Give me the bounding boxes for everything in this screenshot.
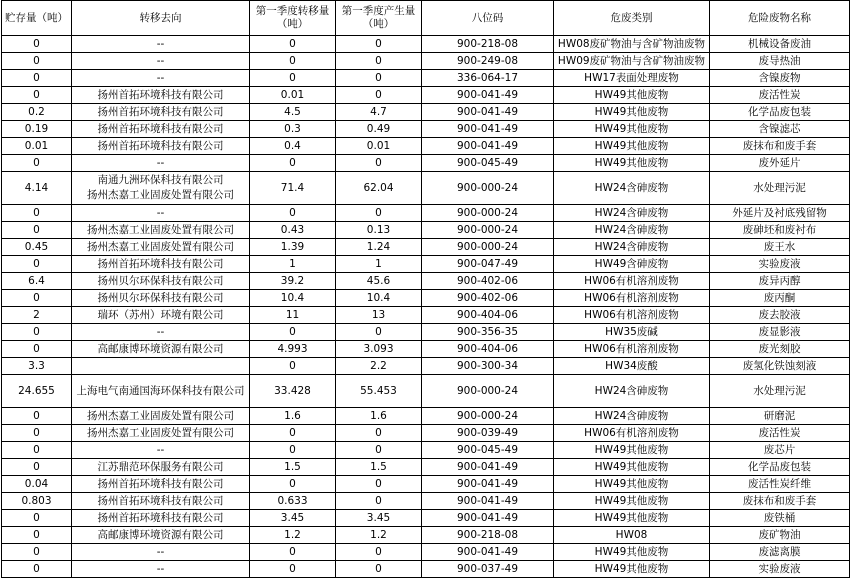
- cell-storage: 0: [2, 408, 72, 425]
- cell-code: 900-000-24: [422, 408, 554, 425]
- cell-storage: 0.04: [2, 476, 72, 493]
- table-row: [2, 121, 850, 138]
- cell-code: 900-404-06: [422, 341, 554, 358]
- cell-name: 废活性炭纤维: [710, 476, 850, 493]
- cell-code: 900-404-06: [422, 307, 554, 324]
- cell-code: 900-041-49: [422, 104, 554, 121]
- cell-destination: --: [72, 36, 250, 53]
- cell-name: 实验废液: [710, 256, 850, 273]
- table-row: [2, 510, 850, 527]
- cell-storage: 0: [2, 205, 72, 222]
- table-row: [2, 459, 850, 476]
- table-row: [2, 104, 850, 121]
- cell-transfer: 10.4: [250, 290, 336, 307]
- cell-storage: 0: [2, 561, 72, 578]
- cell-code: 900-041-49: [422, 493, 554, 510]
- cell-destination: 扬州首拓环境科技有限公司: [72, 493, 250, 510]
- cell-generated: 0: [336, 70, 422, 87]
- table-row: [2, 358, 850, 375]
- cell-storage: 0: [2, 544, 72, 561]
- table-row: [2, 273, 850, 290]
- cell-destination: 扬州贝尔环保科技有限公司: [72, 273, 250, 290]
- cell-storage: 0: [2, 53, 72, 70]
- cell-storage: 0: [2, 324, 72, 341]
- cell-destination: --: [72, 561, 250, 578]
- cell-code: 336-064-17: [422, 70, 554, 87]
- cell-destination: 南通九洲环保科技有限公司 扬州杰嘉工业固废处置有限公司: [72, 172, 250, 205]
- cell-transfer: 0: [250, 155, 336, 172]
- cell-category: HW49其他废物: [554, 493, 710, 510]
- cell-name: 废王水: [710, 239, 850, 256]
- cell-code: 900-041-49: [422, 544, 554, 561]
- cell-name: 化学品废包装: [710, 104, 850, 121]
- cell-transfer: 11: [250, 307, 336, 324]
- cell-generated: 0: [336, 205, 422, 222]
- cell-generated: 1: [336, 256, 422, 273]
- cell-category: HW49其他废物: [554, 138, 710, 155]
- table-row: [2, 307, 850, 324]
- cell-category: HW49其他废物: [554, 476, 710, 493]
- cell-storage: 0: [2, 87, 72, 104]
- cell-destination: 扬州杰嘉工业固废处置有限公司: [72, 408, 250, 425]
- cell-code: 900-000-24: [422, 205, 554, 222]
- cell-category: HW08: [554, 527, 710, 544]
- table-row: [2, 290, 850, 307]
- cell-destination: 扬州首拓环境科技有限公司: [72, 104, 250, 121]
- header-storage: 贮存量（吨）: [2, 1, 72, 36]
- cell-transfer: 0: [250, 425, 336, 442]
- cell-category: HW49其他废物: [554, 544, 710, 561]
- cell-storage: 0.45: [2, 239, 72, 256]
- cell-name: 水处理污泥: [710, 172, 850, 205]
- cell-transfer: 0.4: [250, 138, 336, 155]
- header-code: 八位码: [422, 1, 554, 36]
- cell-category: HW49其他废物: [554, 87, 710, 104]
- cell-generated: 45.6: [336, 273, 422, 290]
- cell-transfer: 0.01: [250, 87, 336, 104]
- header-generated: 第一季度产生量（吨）: [336, 1, 422, 36]
- cell-generated: 1.6: [336, 408, 422, 425]
- cell-name: 废丙酮: [710, 290, 850, 307]
- header-destination: 转移去向: [72, 1, 250, 36]
- table-row: [2, 408, 850, 425]
- cell-destination: 扬州首拓环境科技有限公司: [72, 138, 250, 155]
- table-row: [2, 324, 850, 341]
- cell-destination: --: [72, 205, 250, 222]
- cell-code: 900-300-34: [422, 358, 554, 375]
- cell-category: HW24含砷废物: [554, 408, 710, 425]
- cell-generated: 3.093: [336, 341, 422, 358]
- cell-name: 废去胶液: [710, 307, 850, 324]
- cell-generated: 1.24: [336, 239, 422, 256]
- table-row: [2, 222, 850, 239]
- cell-generated: 0.01: [336, 138, 422, 155]
- cell-code: 900-047-49: [422, 256, 554, 273]
- cell-destination: --: [72, 442, 250, 459]
- cell-category: HW24含砷废物: [554, 205, 710, 222]
- cell-storage: 0: [2, 442, 72, 459]
- cell-destination: 高邮康博环境资源有限公司: [72, 527, 250, 544]
- cell-generated: 13: [336, 307, 422, 324]
- cell-destination: --: [72, 53, 250, 70]
- cell-destination: 扬州首拓环境科技有限公司: [72, 87, 250, 104]
- cell-storage: 0: [2, 222, 72, 239]
- cell-name: 废滤离膜: [710, 544, 850, 561]
- table-row: [2, 70, 850, 87]
- cell-storage: 0: [2, 425, 72, 442]
- cell-code: 900-249-08: [422, 53, 554, 70]
- cell-destination: --: [72, 70, 250, 87]
- cell-category: HW24含砷废物: [554, 172, 710, 205]
- cell-name: 水处理污泥: [710, 375, 850, 408]
- cell-storage: 3.3: [2, 358, 72, 375]
- cell-storage: 0: [2, 527, 72, 544]
- cell-storage: 0: [2, 70, 72, 87]
- cell-name: 废外延片: [710, 155, 850, 172]
- cell-destination: 扬州杰嘉工业固废处置有限公司: [72, 239, 250, 256]
- cell-code: 900-045-49: [422, 155, 554, 172]
- cell-category: HW24含砷废物: [554, 222, 710, 239]
- cell-category: HW06有机溶剂废物: [554, 341, 710, 358]
- cell-destination: 上海电气南通国海环保科技有限公司: [72, 375, 250, 408]
- cell-transfer: 0: [250, 70, 336, 87]
- cell-name: 废抹布和废手套: [710, 138, 850, 155]
- cell-category: HW06有机溶剂废物: [554, 273, 710, 290]
- cell-code: 900-218-08: [422, 36, 554, 53]
- cell-destination: 扬州杰嘉工业固废处置有限公司: [72, 222, 250, 239]
- cell-transfer: 0: [250, 324, 336, 341]
- cell-category: HW49其他废物: [554, 510, 710, 527]
- cell-transfer: 0: [250, 544, 336, 561]
- cell-generated: 0.49: [336, 121, 422, 138]
- cell-code: 900-037-49: [422, 561, 554, 578]
- cell-destination: 扬州首拓环境科技有限公司: [72, 256, 250, 273]
- cell-storage: 6.4: [2, 273, 72, 290]
- cell-destination: 江苏鼎范环保服务有限公司: [72, 459, 250, 476]
- cell-generated: 10.4: [336, 290, 422, 307]
- cell-name: 废显影液: [710, 324, 850, 341]
- cell-storage: 24.655: [2, 375, 72, 408]
- cell-destination: 扬州首拓环境科技有限公司: [72, 121, 250, 138]
- table-row: [2, 172, 850, 205]
- cell-category: HW49其他废物: [554, 155, 710, 172]
- header-transfer: 第一季度转移量（吨）: [250, 1, 336, 36]
- cell-name: 废芯片: [710, 442, 850, 459]
- cell-code: 900-045-49: [422, 442, 554, 459]
- cell-storage: 0: [2, 36, 72, 53]
- cell-transfer: 1.39: [250, 239, 336, 256]
- cell-category: HW08废矿物油与含矿物油废物: [554, 36, 710, 53]
- cell-generated: 0.13: [336, 222, 422, 239]
- cell-transfer: 0: [250, 442, 336, 459]
- cell-transfer: 0: [250, 53, 336, 70]
- table-row: [2, 256, 850, 273]
- cell-code: 900-039-49: [422, 425, 554, 442]
- cell-category: HW35废碱: [554, 324, 710, 341]
- table-row: [2, 375, 850, 408]
- cell-transfer: 4.993: [250, 341, 336, 358]
- table-row: [2, 425, 850, 442]
- table-row: [2, 87, 850, 104]
- table-row: [2, 561, 850, 578]
- cell-category: HW06有机溶剂废物: [554, 307, 710, 324]
- cell-name: 废抹布和废手套: [710, 493, 850, 510]
- cell-generated: 55.453: [336, 375, 422, 408]
- cell-generated: 3.45: [336, 510, 422, 527]
- cell-code: 900-041-49: [422, 87, 554, 104]
- cell-generated: 0: [336, 442, 422, 459]
- cell-generated: 4.7: [336, 104, 422, 121]
- cell-generated: 0: [336, 36, 422, 53]
- cell-storage: 0: [2, 459, 72, 476]
- cell-storage: 4.14: [2, 172, 72, 205]
- cell-transfer: 33.428: [250, 375, 336, 408]
- cell-storage: 0: [2, 510, 72, 527]
- cell-storage: 0: [2, 341, 72, 358]
- cell-storage: 2: [2, 307, 72, 324]
- table-row: [2, 341, 850, 358]
- cell-category: HW49含砷废物: [554, 256, 710, 273]
- cell-transfer: 1.5: [250, 459, 336, 476]
- cell-transfer: 0: [250, 36, 336, 53]
- cell-category: HW49其他废物: [554, 459, 710, 476]
- cell-name: 废铁桶: [710, 510, 850, 527]
- cell-destination: --: [72, 544, 250, 561]
- cell-storage: 0: [2, 290, 72, 307]
- cell-name: 实验废液: [710, 561, 850, 578]
- cell-name: 外延片及衬底残留物: [710, 205, 850, 222]
- cell-destination: --: [72, 155, 250, 172]
- table-row: [2, 205, 850, 222]
- cell-name: 废活性炭: [710, 87, 850, 104]
- cell-transfer: 3.45: [250, 510, 336, 527]
- cell-generated: 0: [336, 544, 422, 561]
- cell-name: 废氢化铁蚀刻液: [710, 358, 850, 375]
- cell-transfer: 0.633: [250, 493, 336, 510]
- cell-name: 废光刻胶: [710, 341, 850, 358]
- cell-code: 900-218-08: [422, 527, 554, 544]
- cell-generated: 0: [336, 476, 422, 493]
- cell-generated: 0: [336, 155, 422, 172]
- table-header-row: [2, 1, 850, 36]
- cell-code: 900-000-24: [422, 375, 554, 408]
- cell-storage: 0: [2, 155, 72, 172]
- table-body: [2, 36, 850, 578]
- cell-storage: 0.2: [2, 104, 72, 121]
- cell-destination: 高邮康博环境资源有限公司: [72, 341, 250, 358]
- table-row: [2, 544, 850, 561]
- cell-storage: 0.01: [2, 138, 72, 155]
- cell-category: HW49其他废物: [554, 442, 710, 459]
- cell-destination: 扬州首拓环境科技有限公司: [72, 476, 250, 493]
- cell-transfer: 0: [250, 476, 336, 493]
- cell-transfer: 1.6: [250, 408, 336, 425]
- cell-storage: 0: [2, 256, 72, 273]
- cell-destination: [72, 358, 250, 375]
- cell-destination: 扬州贝尔环保科技有限公司: [72, 290, 250, 307]
- cell-generated: 0: [336, 324, 422, 341]
- table-row: [2, 476, 850, 493]
- table-row: [2, 155, 850, 172]
- cell-destination: 瑞环（苏州）环境有限公司: [72, 307, 250, 324]
- cell-name: 化学品废包装: [710, 459, 850, 476]
- cell-code: 900-000-24: [422, 239, 554, 256]
- cell-code: 900-041-49: [422, 476, 554, 493]
- cell-category: HW49其他废物: [554, 121, 710, 138]
- cell-name: 废活性炭: [710, 425, 850, 442]
- cell-transfer: 0: [250, 205, 336, 222]
- cell-code: 900-041-49: [422, 510, 554, 527]
- header-name: 危险废物名称: [710, 1, 850, 36]
- cell-transfer: 0.43: [250, 222, 336, 239]
- cell-name: 研磨泥: [710, 408, 850, 425]
- cell-transfer: 0: [250, 561, 336, 578]
- cell-name: 废砷坯和废衬布: [710, 222, 850, 239]
- hazardous-waste-table: [1, 0, 850, 578]
- cell-code: 900-041-49: [422, 121, 554, 138]
- table-row: [2, 53, 850, 70]
- cell-destination: --: [72, 324, 250, 341]
- table-row: [2, 138, 850, 155]
- cell-code: 900-000-24: [422, 172, 554, 205]
- cell-name: 废矿物油: [710, 527, 850, 544]
- cell-transfer: 71.4: [250, 172, 336, 205]
- table-row: [2, 36, 850, 53]
- cell-name: 机械设备废油: [710, 36, 850, 53]
- cell-code: 900-356-35: [422, 324, 554, 341]
- cell-code: 900-402-06: [422, 290, 554, 307]
- cell-transfer: 1: [250, 256, 336, 273]
- cell-generated: 0: [336, 493, 422, 510]
- cell-category: HW49其他废物: [554, 104, 710, 121]
- cell-transfer: 39.2: [250, 273, 336, 290]
- cell-generated: 0: [336, 561, 422, 578]
- cell-category: HW49其他废物: [554, 561, 710, 578]
- cell-generated: 62.04: [336, 172, 422, 205]
- table-row: [2, 442, 850, 459]
- cell-code: 900-041-49: [422, 459, 554, 476]
- cell-transfer: 1.2: [250, 527, 336, 544]
- cell-category: HW24含砷废物: [554, 239, 710, 256]
- table-row: [2, 239, 850, 256]
- cell-transfer: 0: [250, 358, 336, 375]
- cell-storage: 0.803: [2, 493, 72, 510]
- cell-destination: 扬州首拓环境科技有限公司: [72, 510, 250, 527]
- table-row: [2, 527, 850, 544]
- cell-category: HW34废酸: [554, 358, 710, 375]
- cell-category: HW17表面处理废物: [554, 70, 710, 87]
- cell-code: 900-402-06: [422, 273, 554, 290]
- cell-category: HW06有机溶剂废物: [554, 425, 710, 442]
- cell-name: 含镍滤芯: [710, 121, 850, 138]
- cell-name: 废导热油: [710, 53, 850, 70]
- header-category: 危废类别: [554, 1, 710, 36]
- cell-category: HW24含砷废物: [554, 375, 710, 408]
- cell-category: HW09废矿物油与含矿物油废物: [554, 53, 710, 70]
- cell-generated: 0: [336, 425, 422, 442]
- cell-generated: 0: [336, 53, 422, 70]
- cell-code: 900-000-24: [422, 222, 554, 239]
- cell-transfer: 0.3: [250, 121, 336, 138]
- cell-generated: 1.2: [336, 527, 422, 544]
- cell-generated: 1.5: [336, 459, 422, 476]
- cell-transfer: 4.5: [250, 104, 336, 121]
- cell-generated: 2.2: [336, 358, 422, 375]
- cell-code: 900-041-49: [422, 138, 554, 155]
- cell-destination: 扬州杰嘉工业固废处置有限公司: [72, 425, 250, 442]
- cell-generated: 0: [336, 87, 422, 104]
- table-row: [2, 493, 850, 510]
- cell-storage: 0.19: [2, 121, 72, 138]
- cell-category: HW06有机溶剂废物: [554, 290, 710, 307]
- cell-name: 含镍废物: [710, 70, 850, 87]
- cell-name: 废异丙醇: [710, 273, 850, 290]
